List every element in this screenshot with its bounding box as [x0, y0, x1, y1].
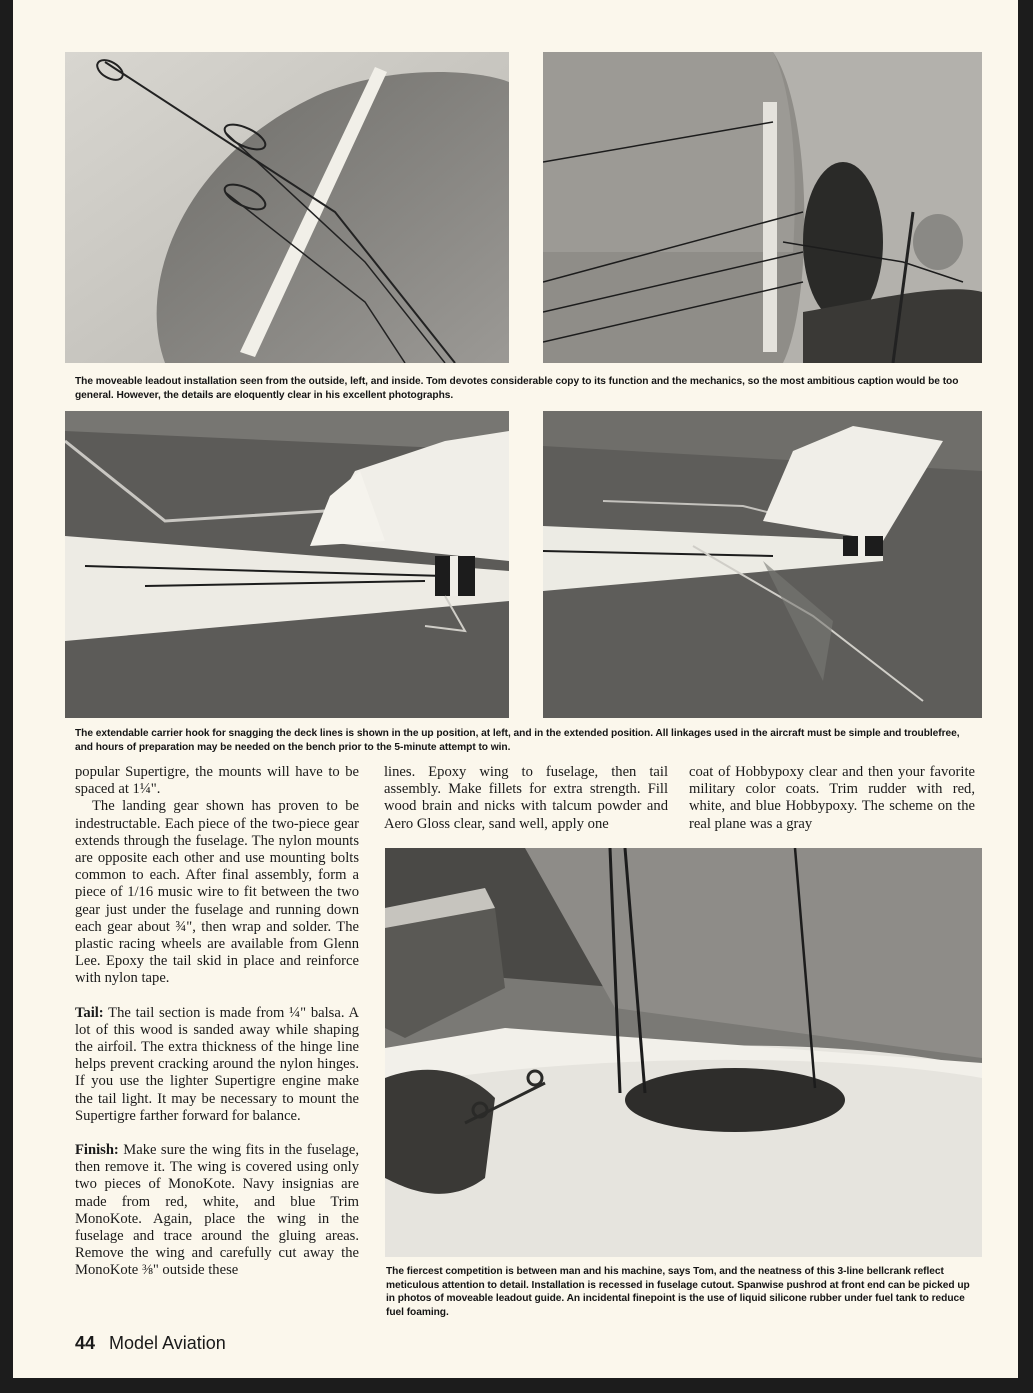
paragraph-finish: [75, 1142, 359, 1280]
publication-name: Model Aviation: [109, 1333, 226, 1353]
tail-text: The tail section is made from ¼" balsa. A lot of this wood is sanded away while shaping the airfoil. The extra thickness of the hinge line helps prevent cracking around the nylon hinges. If you use the lighter Supertigre engine make the tail light. It may be necessary to mount the Supertigre farther forward for balance.: [75, 1004, 359, 1124]
photo-bellcrank: [385, 848, 982, 1257]
wing-inside-illustration: [543, 52, 982, 363]
heading-finish: Finish:: [75, 1142, 119, 1159]
caption-leadout: The moveable leadout installation seen from the outside, left, and inside. Tom devotes considerable copy to its function and the mechanics, so the most ambitious caption would be too general. However, the details are eloquently clear in his excellent photographs.: [75, 376, 959, 401]
bellcrank-illustration: [385, 848, 982, 1257]
caption-bellcrank: The fiercest competition is between man and his machine, says Tom, and the neatness of this 3-line bellcrank reflect meticulous attention to detail. Installation is recessed in fuselage cutout. Spanwise pushrod at front end can be picked up in photos of moveable leadout guide. An incidental finepoint is the use of liquid silicone rubber under fuel tank to reduce fuel foaming.: [386, 1266, 970, 1318]
page-number: 44: [75, 1333, 96, 1353]
paragraph-landing-gear: The landing gear shown has proven to be indestructable. Each piece of the two-piece gear extends through the fuselage. The nylon mounts are opposite each other and use mounting bolts common to each. After final assembly, form a piece of 1/16 music wire to fit between the two gear just under the fuselage and running down each gear about ¾", then wrap and solder. The plastic racing wheels are available from Glenn Lee. Epoxy the tail skid in place and reinforce with nylon tape.: [75, 798, 359, 987]
photo-hook-up: [65, 411, 509, 718]
paragraph-epoxy: lines. Epoxy wing to fuselage, then tail assembly. Make fillets for extra strength. Fill wood brain and nicks with talcum powder and Aero Gloss clear, sand well, apply one: [384, 764, 668, 832]
page-footer: [75, 1333, 226, 1354]
photo-leadout-outside: [65, 52, 509, 363]
paragraph-tail: [75, 1005, 359, 1125]
article-column-1: [75, 764, 359, 1280]
article-column-3: [689, 764, 975, 833]
caption-hook: The extendable carrier hook for snagging the deck lines is shown in the up position, at left, and in the extended position. All linkages used in the aircraft must be simple and troublefree, and hours of preparation may be needed on the bench prior to the 5-minute attempt to win.: [75, 728, 960, 753]
finish-text: Make sure the wing fits in the fuselage, then remove it. The wing is covered using only two pieces of MonoKote. Navy insignias are made from red, white, and blue Trim MonoKote. Again, place the wing in the fuselage and trace around the gluing areas. Remove the wing and carefully cut away the MonoKote ⅜" outside these: [75, 1142, 359, 1279]
heading-tail: Tail:: [75, 1004, 104, 1021]
paragraph-hobbypoxy: coat of Hobbypoxy clear and then your favorite military color coats. Trim rudder with red, white, and blue Hobbypoxy. The scheme on the real plane was a gray: [689, 764, 975, 832]
photo-hook-extended: [543, 411, 982, 718]
paragraph-supertigre: popular Supertigre, the mounts will have to be spaced at 1¼".: [75, 764, 359, 798]
tail-hook-extended-illustration: [543, 411, 982, 718]
photo-leadout-inside: [543, 52, 982, 363]
tail-hook-up-illustration: [65, 411, 509, 718]
wing-tip-illustration: [65, 52, 509, 363]
article-column-2: [384, 764, 668, 833]
